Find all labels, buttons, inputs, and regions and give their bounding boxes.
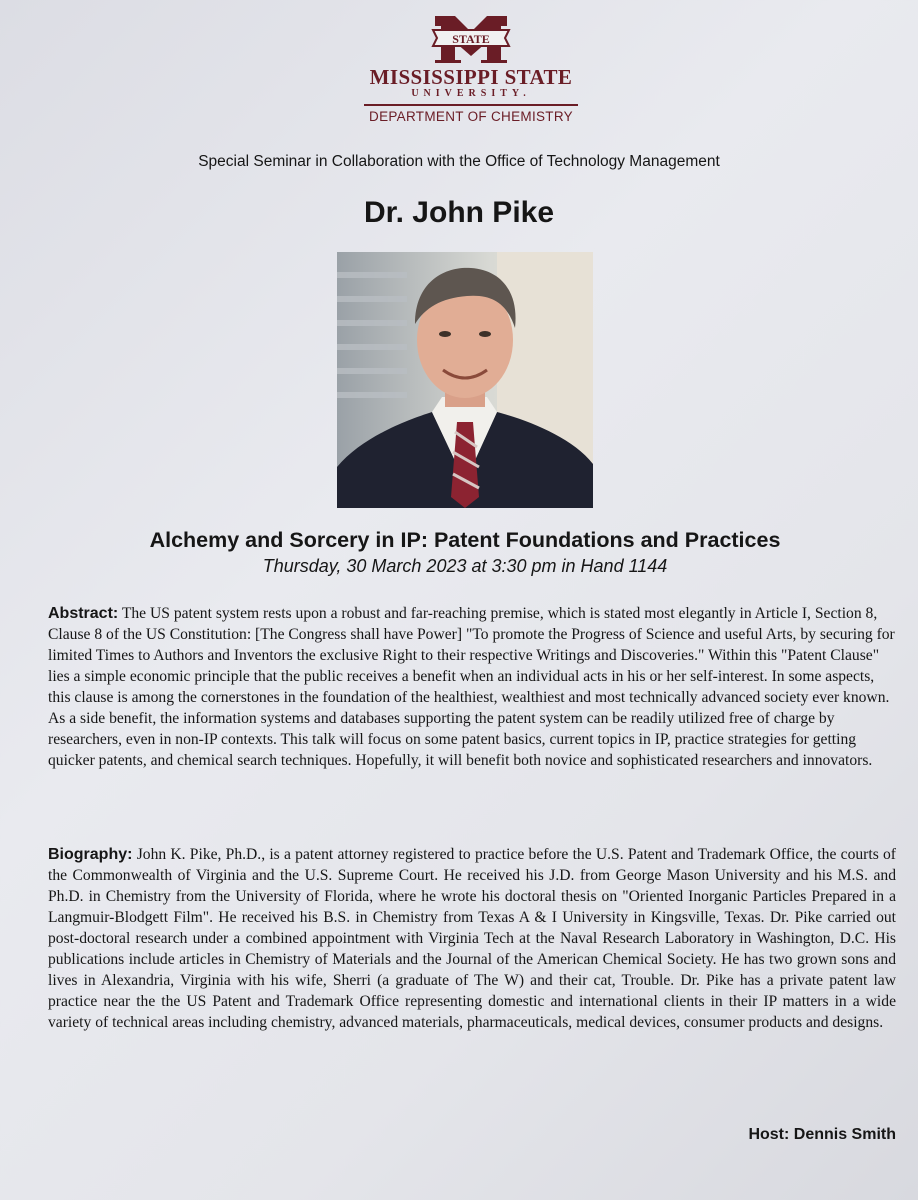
msu-logo <box>364 14 578 125</box>
shield-text: STATE <box>452 32 490 46</box>
abstract-text: The US patent system rests upon a robust and far-reaching premise, which is stated most elegantly in Article I, Section 8, Clause 8 of the US Constitution: [The Congress shall have Power] "To promote the Progress of Science and useful Arts, by securing for limited Times to Authors and Inventors the exclusive Right to their respective Writings and Discoveries." Within this "Patent Clause" lies a simple economic principle that the public receives a benefit when an individual acts in his or her self-interest. In some aspects, this clause is among the cornerstones in the foundation of the healthiest, wealthiest and most technically advanced society ever known. As a side benefit, the information systems and databases supporting the patent system can be readily utilized free of charge by researchers, even in non-IP contexts. This talk will focus on some patent basics, current topics in IP, practice strategies for getting quicker patents, and chemical search techniques. Hopefully, it will benefit both novice and sophisticated researchers and innovators. <box>48 605 895 769</box>
msu-m-shield-icon <box>429 14 513 64</box>
abstract-paragraph <box>48 603 896 771</box>
abstract-label: Abstract: <box>48 605 119 622</box>
biography-label: Biography: <box>48 846 133 863</box>
biography-paragraph <box>48 844 896 1033</box>
university-name: MISSISSIPPI STATE <box>369 65 573 89</box>
university-subtitle: UNIVERSITY. <box>411 88 531 99</box>
seminar-line: Special Seminar in Collaboration with the Office of Technology Management <box>198 153 720 170</box>
speaker-photo <box>337 252 593 508</box>
biography-text: John K. Pike, Ph.D., is a patent attorney registered to practice before the U.S. Patent and Trademark Office, the courts of the Commonwealth of Virginia and the U.S. Supreme Court. He received his J.D. from George Mason University and his M.S. and Ph.D. in Chemistry from the University of Florida, where he wrote his doctoral thesis on "Oriented Inorganic Particles Prepared in a Langmuir-Blodgett Film". He received his B.S. in Chemistry from Texas A & I University in Kingsville, Texas. Dr. Pike carried out post-doctoral research under a combined appointment with Virginia Tech at the Naval Research Laboratory in Washington, D.C. His publications include articles in Chemistry of Materials and the Journal of the American Chemical Society. He has two grown sons and lives in Alexandria, Virginia with his wife, Sherri (a graduate of The W) and their cat, Trouble. Dr. Pike has a private patent law practice near the the US Patent and Trademark Office representing domestic and international clients in their IP matters in a wide variety of technical areas including chemistry, advanced materials, pharmaceuticals, medical devices, consumer products and designs. <box>48 846 896 1031</box>
host-line: Host: Dennis Smith <box>748 1126 896 1143</box>
talk-datetime: Thursday, 30 March 2023 at 3:30 pm in Hand 1144 <box>262 556 668 576</box>
department-name: DEPARTMENT OF CHEMISTRY <box>369 109 573 124</box>
talk-title: Alchemy and Sorcery in IP: Patent Foundations and Practices <box>149 528 781 552</box>
logo-divider <box>364 104 578 106</box>
speaker-name: Dr. John Pike <box>363 196 555 229</box>
